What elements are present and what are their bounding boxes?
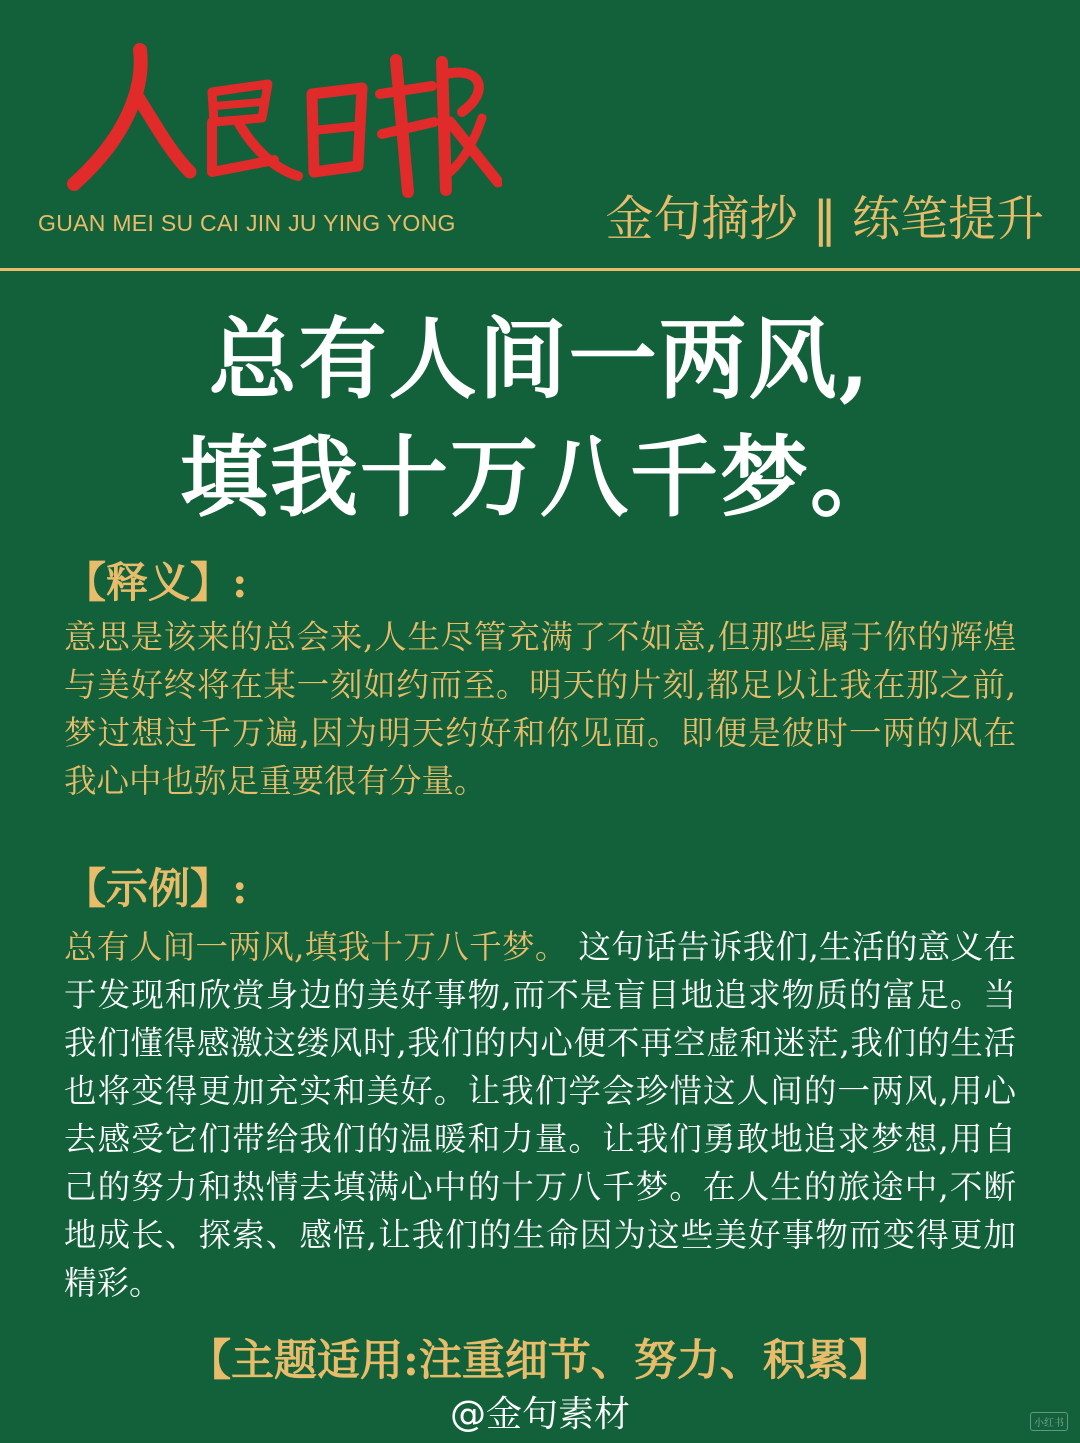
gold-divider [0, 268, 1080, 271]
watermark: 小红书 [1030, 1412, 1068, 1431]
newspaper-logo [62, 22, 502, 202]
headline-line-1: 总有人间一两风, [208, 307, 872, 411]
example-paragraph [64, 923, 1016, 1307]
interpretation-text: 意思是该来的总会来,人生尽管充满了不如意,但那些属于你的辉煌与美好终将在某一刻如约而至。明天的片刻,都足以让我在那之前,梦过想过千万遍,因为明天约好和你见面。即便是彼时一两的风在我心中也弥足重要很有分量。 [64, 618, 1016, 800]
masthead-slogan: 金句摘抄 ‖ 练笔提升 [605, 191, 1044, 247]
interpretation-title: 【释义】: [64, 558, 248, 607]
example-quote: 总有人间一两风,填我十万八千梦。 [64, 928, 568, 966]
headline-line-2: 填我十万八千梦。 [179, 425, 900, 529]
example-title: 【示例】: [64, 864, 248, 913]
calligraphy-logo-graphic [62, 22, 502, 202]
headline [0, 300, 1080, 536]
masthead [0, 0, 1080, 268]
author-handle: @金句素材 [449, 1394, 630, 1435]
masthead-pinyin: GUAN MEI SU CAI JIN JU YING YONG [38, 210, 456, 236]
example-text: 这句话告诉我们,生活的意义在于发现和欣赏身边的美好事物,而不是盲目地追求物质的富足。当我们懂得感激这缕风时,我们的内心便不再空虚和迷茫,我们的生活也将变得更加充实和美好。让我们学会珍惜这人间的一两风,用心去感受它们带给我们的温暖和力量。让我们勇敢地追求梦想,用自己的努力和热情去填满心中的十万八千梦。在人生的旅途中,不断地成长、探索、感悟,让我们的生命因为这些美好事物而变得更加精彩。 [64, 928, 1016, 1302]
theme-applicability: 【主题适用:注重细节、努力、积累】 [188, 1336, 892, 1386]
